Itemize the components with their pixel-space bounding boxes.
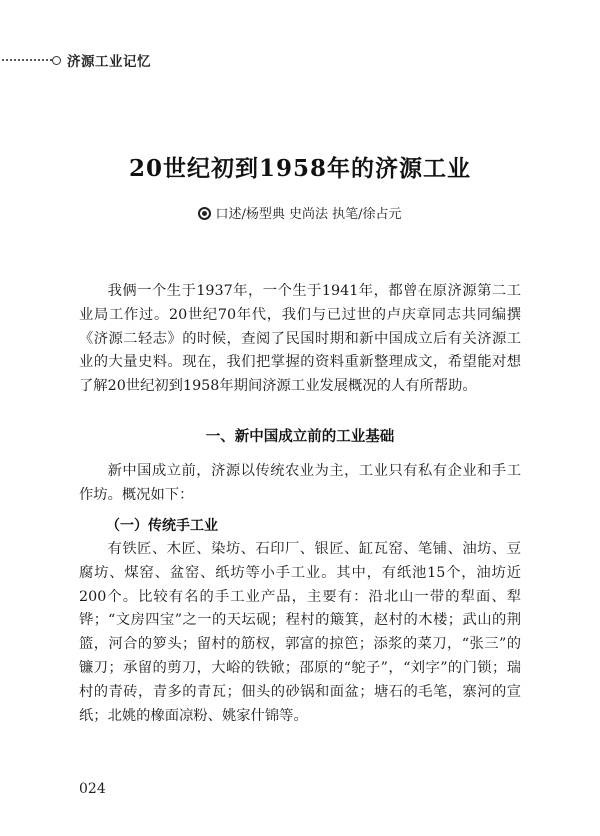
- section-text: 新中国成立前，济源以传统农业为主，工业只有私有企业和手工作坊。概况如下：: [79, 463, 521, 503]
- article-title: 20世纪初到1958年的济源工业: [128, 155, 472, 182]
- dotted-rule: [2, 59, 52, 61]
- section-paragraph: [79, 460, 521, 508]
- section-heading: 一、新中国成立前的工业基础: [205, 429, 395, 445]
- running-header: [0, 50, 151, 70]
- byline-text: 口述/杨型典 史尚法 执笔/徐占元: [215, 207, 402, 222]
- ring-icon: [52, 56, 61, 65]
- subsection-text: 有铁匠、木匠、染坊、石印厂、银匠、缸瓦窑、笔铺、油坊、豆腐坊、煤窑、盆窑、纸坊等小手工业。其中，有纸池15个，油坊近200个。比较有名的手工业产品，主要有：沿北山一带的犁面、犁铧；“文房四宝”之一的天坛砚；程村的簸箕，赵村的木楼；武山的荆篮，河合的箩头；留村的筋杈，郭富的掠笆；添浆的菜刀，“张三”的镰刀；承留的剪刀，大峪的铁锨；邵原的“鸵子”，“刘字”的门锁；瑞村的青砖，青多的青瓦；佃头的砂锅和面盆；塘石的毛笔，寨河的宣纸；北姚的橡面凉粉、姚家什锦等。: [79, 541, 521, 724]
- page-number: 024: [79, 781, 106, 797]
- subsection-paragraph: [79, 538, 521, 728]
- byline: [0, 203, 600, 222]
- subsection-heading: （一）传统手工业: [106, 518, 218, 534]
- bullseye-icon: [198, 207, 211, 220]
- intro-paragraph: [79, 280, 521, 399]
- intro-text: 我俩一个生于1937年，一个生于1941年，都曾在原济源第二工业局工作过。20世纪70年代，我们与已过世的卢庆章同志共同编撰《济源二轻志》的时候，查阅了民国时期和新中国成立后有关济源工业的大量史料。现在，我们把掌握的资料重新整理成文，希望能对想了解20世纪初到1958年期间济源工业发展概况的人有所帮助。: [79, 283, 521, 395]
- running-header-title: 济源工业记忆: [67, 54, 151, 70]
